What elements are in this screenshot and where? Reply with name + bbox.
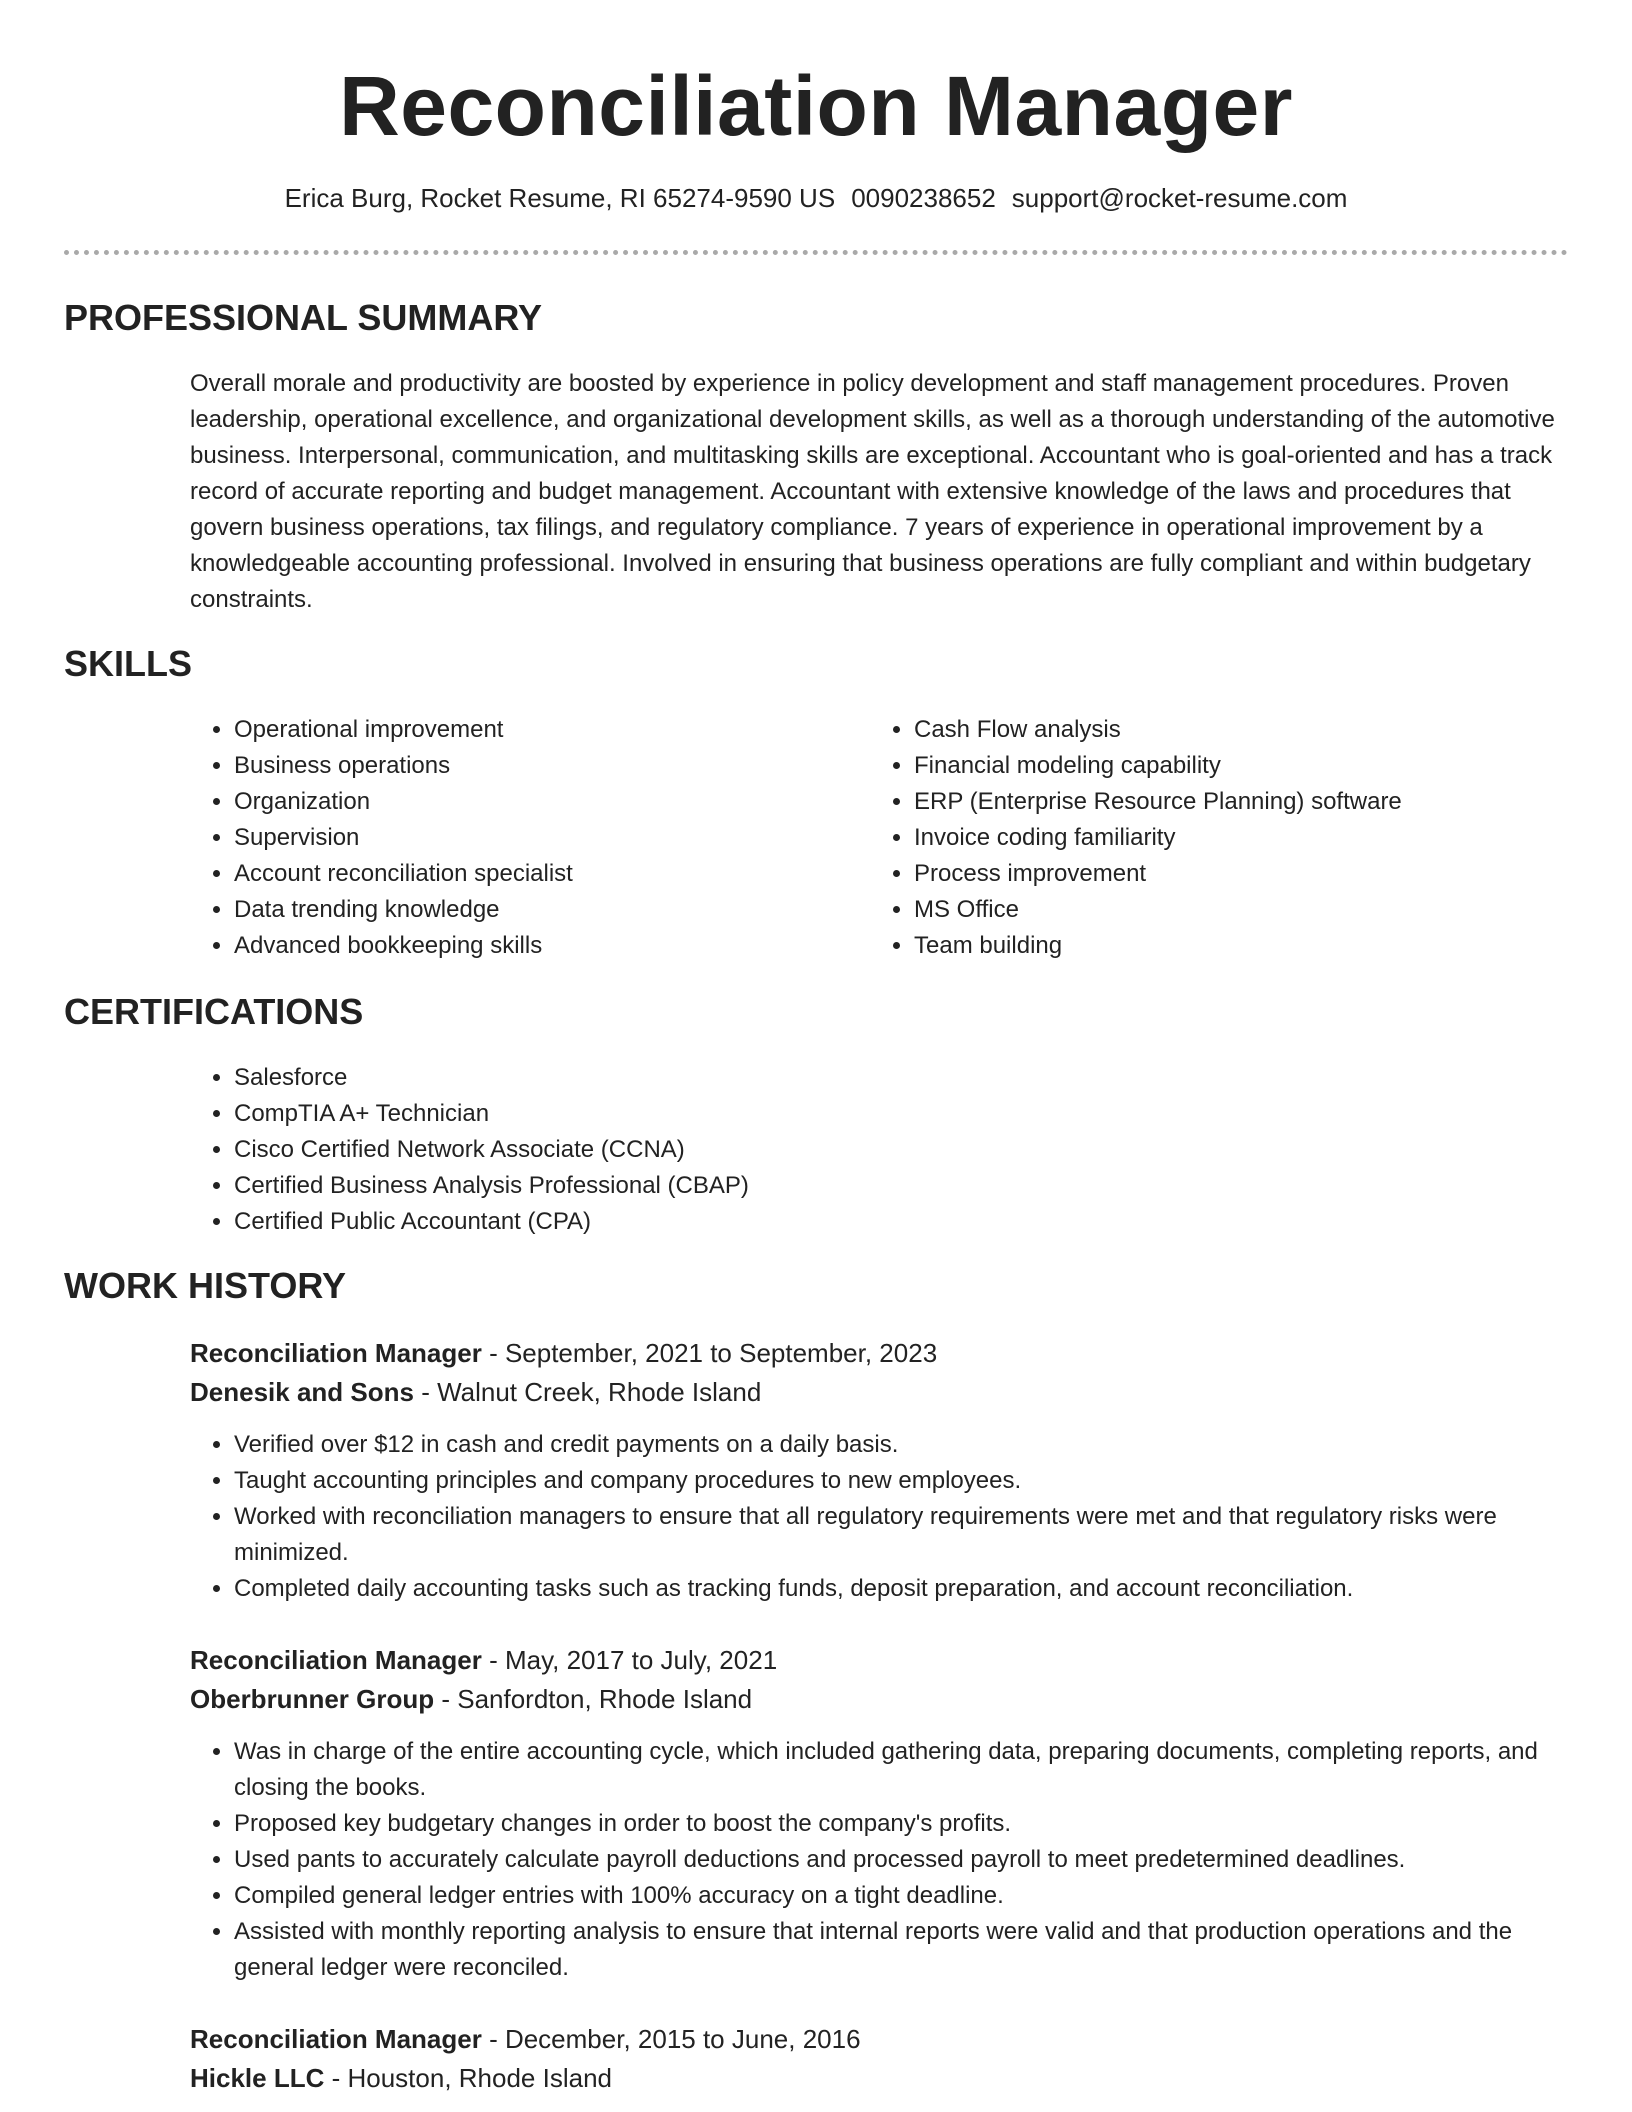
skill-item: • Process improvement	[914, 856, 1570, 892]
skill-item: • Advanced bookkeeping skills	[234, 928, 830, 964]
job-bullet: • Proposed key budgetary changes in order to boost the company's profits.	[234, 1806, 1568, 1842]
skill-item: • ERP (Enterprise Resource Planning) software	[914, 784, 1570, 820]
job-bullet: • Used pants to accurately calculate payroll deductions and processed payroll to meet predetermined deadlines.	[234, 1842, 1568, 1878]
certification-item: • Certified Business Analysis Professional (CBAP)	[234, 1168, 1190, 1204]
job-company-line	[190, 2059, 1568, 2098]
contact-address: Erica Burg, Rocket Resume, RI 65274-9590 US	[284, 183, 836, 213]
skills-left-column	[190, 712, 830, 964]
work-history-heading: WORK HISTORY	[64, 1265, 347, 1306]
job-dates: - May, 2017 to July, 2021	[481, 1645, 778, 1675]
certification-item: • Certified Public Accountant (CPA)	[234, 1204, 1190, 1240]
job-bullet: • Compiled general ledger entries with 100% accuracy on a tight deadline.	[234, 1878, 1568, 1914]
certifications-heading: CERTIFICATIONS	[64, 991, 364, 1032]
skill-item: • MS Office	[914, 892, 1570, 928]
job-location: - Walnut Creek, Rhode Island	[413, 1377, 762, 1407]
job-bullet: • Was in charge of the entire accounting cycle, which included gathering data, preparing documents, completing reports, and closing the books.	[234, 1734, 1568, 1806]
job-location: - Houston, Rhode Island	[324, 2063, 612, 2093]
job-company-line	[190, 1680, 1568, 1719]
job-entry	[190, 2020, 1568, 2098]
resume-title: Reconciliation Manager	[339, 59, 1293, 153]
skill-item: • Business operations	[234, 748, 830, 784]
job-entry	[190, 1334, 1568, 1607]
job-role: Reconciliation Manager	[190, 1338, 482, 1368]
job-role: Reconciliation Manager	[190, 2024, 482, 2054]
skill-item: • Supervision	[234, 820, 830, 856]
job-bullet: • Assisted with monthly reporting analysis to ensure that internal reports were valid and that production operations and the general ledger were reconciled.	[234, 1914, 1568, 1986]
skill-item: • Financial modeling capability	[914, 748, 1570, 784]
header-divider	[64, 250, 1568, 255]
skills-right-column	[870, 712, 1570, 964]
skill-item: • Invoice coding familiarity	[914, 820, 1570, 856]
job-bullet: • Taught accounting principles and company procedures to new employees.	[234, 1463, 1568, 1499]
contact-phone: 0090238652	[851, 183, 996, 213]
job-company: Denesik and Sons	[190, 1377, 414, 1407]
job-title-line	[190, 1334, 1568, 1373]
summary-heading: PROFESSIONAL SUMMARY	[64, 297, 543, 338]
certification-item: • Salesforce	[234, 1060, 1190, 1096]
certification-item: • CompTIA A+ Technician	[234, 1096, 1190, 1132]
skill-item: • Operational improvement	[234, 712, 830, 748]
contact-line	[0, 180, 1632, 216]
job-bullet: • Worked with reconciliation managers to ensure that all regulatory requirements were met and that regulatory risks were minimized.	[234, 1499, 1568, 1571]
certifications-list	[190, 1060, 1190, 1240]
job-company-line	[190, 1373, 1568, 1412]
job-dates: - December, 2015 to June, 2016	[481, 2024, 861, 2054]
certification-item: • Cisco Certified Network Associate (CCNA)	[234, 1132, 1190, 1168]
job-company: Hickle LLC	[190, 2063, 325, 2093]
summary-text: Overall morale and productivity are boosted by experience in policy development and staff management procedures. Proven leadership, operational excellence, and organizational development skills, as well as a thorough understanding of the automotive business. Interpersonal, communication, and multitasking skills are exceptional. Accountant who is goal-oriented and has a track record of accurate reporting and budget management. Accountant with extensive knowledge of the laws and procedures that govern business operations, tax filings, and regulatory compliance. 7 years of experience in operational improvement by a knowledgeable accounting professional. Involved in ensuring that business operations are fully compliant and within budgetary constraints.	[190, 370, 1555, 613]
skills-heading: SKILLS	[64, 643, 193, 684]
skill-item: • Account reconciliation specialist	[234, 856, 830, 892]
skill-item: • Data trending knowledge	[234, 892, 830, 928]
skill-item: • Organization	[234, 784, 830, 820]
job-role: Reconciliation Manager	[190, 1645, 482, 1675]
job-company: Oberbrunner Group	[190, 1684, 435, 1714]
job-bullet: • Completed daily accounting tasks such as tracking funds, deposit preparation, and account reconciliation.	[234, 1571, 1568, 1607]
job-dates: - September, 2021 to September, 2023	[481, 1338, 938, 1368]
contact-email: support@rocket-resume.com	[1011, 183, 1348, 213]
job-title-line	[190, 1641, 1568, 1680]
job-title-line	[190, 2020, 1568, 2059]
skill-item: • Team building	[914, 928, 1570, 964]
skill-item: • Cash Flow analysis	[914, 712, 1570, 748]
job-bullet: • Verified over $12 in cash and credit payments on a daily basis.	[234, 1427, 1568, 1463]
job-location: - Sanfordton, Rhode Island	[434, 1684, 753, 1714]
job-entry	[190, 1641, 1568, 1986]
